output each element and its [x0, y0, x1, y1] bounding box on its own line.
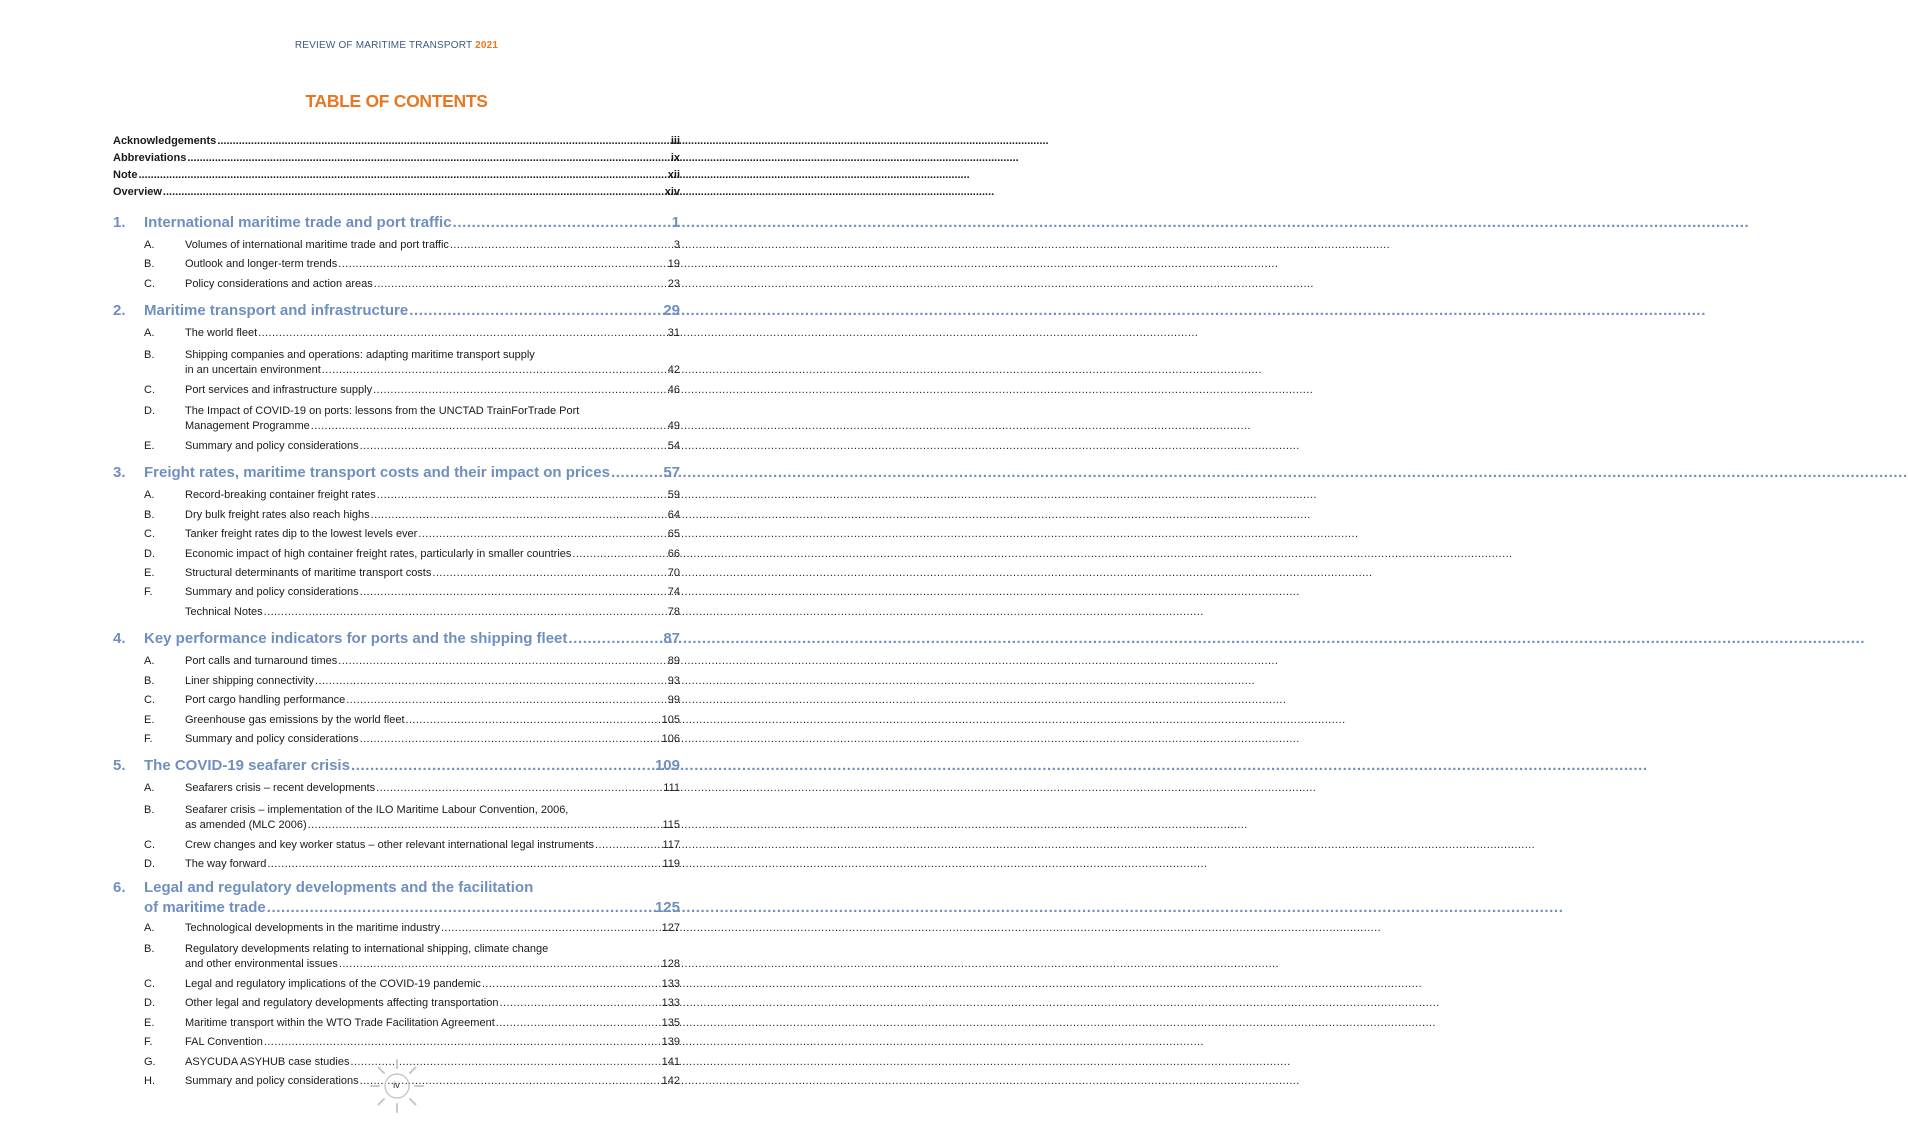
toc-front-label: Note: [113, 169, 138, 181]
toc-section-letter: A.: [144, 489, 155, 502]
running-header: [0, 40, 793, 51]
toc-page-number: xiv: [664, 186, 680, 198]
toc-section-row[interactable]: [113, 691, 680, 710]
toc-chapter-title: Maritime transport and infrastructure: [144, 302, 409, 320]
dot-leader: [418, 525, 666, 544]
toc-page-number: 57: [663, 464, 680, 482]
toc-section-row[interactable]: [113, 381, 680, 400]
toc-page-number: 111: [663, 782, 680, 795]
toc-section-title: Summary and policy considerations: [185, 1074, 359, 1087]
toc-page-number: 109: [654, 757, 680, 775]
toc-page-number: 93: [667, 674, 680, 687]
toc-page-number: 70: [667, 567, 680, 580]
toc-section-letter: E.: [144, 1016, 155, 1029]
toc-section-row[interactable]: [113, 525, 680, 544]
toc-section-title-first: Seafarer crisis – implementation of the ILO Maritime Labour Convention, 2006,: [185, 803, 569, 816]
toc-section-row[interactable]: [113, 236, 680, 255]
toc-chapter-title-line: [113, 878, 680, 897]
toc-chapter-row[interactable]: [113, 897, 680, 919]
toc-section-title: Management Programme: [185, 420, 310, 433]
toc-section-title: Policy considerations and action areas: [185, 277, 373, 290]
dot-leader: [264, 603, 667, 622]
toc-section-row[interactable]: [113, 275, 680, 294]
toc-page-number: 135: [661, 1016, 680, 1029]
toc-section-title: The way forward: [185, 858, 267, 871]
toc-section-title: Greenhouse gas emissions by the world fleet: [185, 713, 405, 726]
dot-leader: [322, 363, 667, 378]
dot-leader: [360, 437, 667, 456]
dot-leader: [611, 459, 662, 486]
toc-section-row[interactable]: [113, 652, 680, 671]
toc-section-title: Record-breaking container freight rates: [185, 489, 376, 502]
toc-page-number: 141: [661, 1055, 680, 1068]
toc-section-title: Maritime transport within the WTO Trade Facilitation Agreement: [185, 1016, 495, 1029]
toc-page-number: 125: [654, 898, 680, 916]
dot-leader: [315, 672, 667, 691]
toc-page-number: 87: [663, 630, 680, 648]
dot-leader: [496, 1014, 661, 1033]
toc-section-title: Structural determinants of maritime transport costs: [185, 567, 432, 580]
toc-section-row[interactable]: [113, 603, 680, 622]
toc-section-title: and other environmental issues: [185, 957, 338, 970]
toc-section-title: Technical Notes: [185, 605, 263, 618]
toc-section-letter: B.: [144, 348, 155, 361]
toc-section-letter: C.: [144, 528, 155, 541]
toc-front-label: Acknowledgements: [113, 135, 217, 147]
toc-page-number: xii: [667, 169, 680, 181]
toc-section-letter: B.: [144, 942, 155, 955]
toc-section-row[interactable]: [113, 957, 680, 972]
toc-section-title: Summary and policy considerations: [185, 732, 359, 745]
dot-leader: [339, 957, 661, 972]
running-header-text: REVIEW OF MARITIME TRANSPORT: [294, 40, 473, 51]
toc-page-number: 46: [667, 383, 680, 396]
dot-leader: [441, 919, 661, 938]
toc-chapter-number: 2.: [113, 302, 126, 320]
toc-section-letter: C.: [144, 838, 155, 851]
toc-section-row[interactable]: [113, 506, 680, 525]
dot-leader: [568, 625, 662, 652]
toc-section-letter: C.: [144, 277, 155, 290]
toc-section-letter: B.: [144, 674, 155, 687]
running-header-year: 2021: [475, 40, 499, 51]
toc-section-letter: E.: [144, 440, 155, 453]
toc-section-title: Liner shipping connectivity: [185, 674, 315, 687]
toc-section-title: Economic impact of high container freight rates, particularly in smaller countries: [185, 547, 572, 560]
toc-section-letter: B.: [144, 258, 155, 271]
toc-section-letter: C.: [144, 694, 155, 707]
toc-page-number: 64: [667, 508, 680, 521]
toc-section-title: Port calls and turnaround times: [185, 655, 338, 668]
toc-section-title: Port services and infrastructure supply: [185, 383, 373, 396]
toc-section-title: ASYCUDA ASYHUB case studies: [185, 1055, 350, 1068]
toc-page-number: 59: [667, 489, 680, 502]
toc-section-row[interactable]: [113, 324, 680, 343]
toc-section-row[interactable]: [113, 1033, 680, 1052]
toc-section-row[interactable]: [113, 583, 680, 602]
toc-section-letter: F.: [144, 586, 153, 599]
toc-front-label: Overview: [113, 186, 162, 198]
toc-section-title: Tanker freight rates dip to the lowest levels ever: [185, 528, 418, 541]
toc-section-title: The world fleet: [185, 327, 258, 340]
toc-section-first-line: [113, 348, 680, 363]
toc-section-row[interactable]: [113, 730, 680, 749]
dot-leader: [163, 184, 664, 201]
toc-page-number: 117: [662, 838, 680, 851]
toc-section-letter: A.: [144, 239, 155, 251]
dot-leader: [409, 297, 662, 324]
toc-chapter-number: 6.: [113, 878, 126, 896]
toc-section-row[interactable]: [113, 779, 680, 798]
toc-chapter-number: 5.: [113, 757, 126, 775]
toc-page-number: 119: [662, 858, 680, 871]
toc-chapter-number: 1.: [113, 214, 126, 231]
toc-section-letter: B.: [144, 508, 155, 521]
toc-chapter-row[interactable]: [113, 209, 680, 236]
toc-section-title: Legal and regulatory implications of the COVID-19 pandemic: [185, 977, 481, 990]
toc-section-letter: F.: [144, 732, 153, 745]
toc-section-row[interactable]: [113, 363, 680, 378]
toc-page-number: 99: [667, 694, 680, 707]
toc-chapter-title: The COVID-19 seafarer crisis: [144, 757, 350, 775]
toc-chapter: [113, 752, 680, 874]
toc-section-first-line: [113, 803, 680, 818]
toc-page-number: 65: [667, 528, 680, 541]
toc-section-letter: G.: [144, 1055, 156, 1068]
dot-leader: [376, 779, 662, 798]
toc-section-row[interactable]: [113, 975, 680, 994]
toc-section-title: Technological developments in the maritime industry: [185, 921, 440, 934]
toc-page-number: 19: [667, 258, 680, 271]
toc-front-item[interactable]: [113, 167, 680, 184]
toc-page-number: 1: [671, 214, 680, 231]
toc-front-item[interactable]: [113, 150, 680, 167]
toc-page-number: 42: [667, 363, 680, 376]
dot-leader: [338, 255, 667, 274]
toc-section-letter: F.: [144, 1036, 153, 1049]
toc-section-title-first: The Impact of COVID-19 on ports: lessons from the UNCTAD TrainForTrade Port: [185, 405, 580, 418]
toc-page-number: 133: [661, 977, 680, 990]
toc-page-number: 105: [661, 713, 680, 726]
toc-page-number: 115: [662, 818, 680, 831]
dot-leader: [258, 324, 667, 343]
toc-section-title: FAL Convention: [185, 1036, 263, 1049]
toc-section-letter: D.: [144, 997, 155, 1010]
toc-page-number: ix: [670, 152, 680, 164]
toc-section-row[interactable]: [113, 255, 680, 274]
dot-leader: [360, 730, 661, 749]
dot-leader: [346, 691, 667, 710]
toc-section-letter: C.: [144, 383, 155, 396]
toc-section-row[interactable]: [113, 711, 680, 730]
toc-section-letter: A.: [144, 655, 155, 668]
dot-leader: [406, 711, 661, 730]
toc-section-title: Seafarers crisis – recent developments: [185, 782, 376, 795]
toc-page-number: 127: [661, 921, 680, 934]
toc-section-row[interactable]: [113, 855, 680, 874]
toc-section-row[interactable]: [113, 564, 680, 583]
toc-section-letter: E.: [144, 713, 155, 726]
page-number: iv: [393, 1080, 400, 1091]
toc-chapter-number: 4.: [113, 630, 126, 648]
toc-chapter-title-first: Legal and regulatory developments and the facilitation: [144, 878, 534, 896]
toc-section-letter: A.: [144, 782, 155, 795]
toc-page-number: iii: [670, 135, 680, 147]
toc-front-item[interactable]: [113, 133, 680, 150]
toc-section-title: Other legal and regulatory developments affecting transportation: [185, 997, 499, 1010]
dot-leader: [311, 419, 667, 434]
toc-section-row[interactable]: [113, 818, 680, 833]
toc-section-row[interactable]: [113, 672, 680, 691]
toc-section-title: in an uncertain environment: [185, 363, 321, 376]
toc-section-row[interactable]: [113, 994, 680, 1013]
toc-chapter-title: Key performance indicators for ports and the shipping fleet: [144, 630, 568, 648]
toc-section-first-line: [113, 942, 680, 957]
dot-leader: [267, 897, 654, 919]
toc-chapter-title: of maritime trade: [144, 898, 266, 916]
toc-section-title: Volumes of international maritime trade and port traffic: [185, 239, 449, 251]
toc-section-title: as amended (MLC 2006): [185, 818, 307, 831]
toc-page-number: 128: [661, 957, 680, 970]
toc-section-row[interactable]: [113, 836, 680, 855]
toc-chapter-row[interactable]: [113, 297, 680, 324]
dot-leader: [360, 583, 667, 602]
toc-chapter: [113, 209, 680, 294]
dot-leader: [572, 545, 666, 564]
toc-section-row[interactable]: [113, 419, 680, 434]
dot-leader: [187, 150, 669, 167]
toc-section-title-first: Regulatory developments relating to international shipping, climate change: [185, 942, 549, 955]
toc-section-title: Outlook and longer-term trends: [185, 258, 338, 271]
toc-chapter-row[interactable]: [113, 459, 680, 486]
dot-leader: [500, 994, 661, 1013]
toc-page-number: 74: [667, 586, 680, 599]
dot-leader: [377, 486, 667, 505]
toc-section-row[interactable]: [113, 545, 680, 564]
table-of-contents: [113, 133, 680, 1091]
toc-page-number: 54: [667, 440, 680, 453]
toc-page-number: 133: [661, 997, 680, 1010]
dot-leader: [138, 167, 666, 184]
toc-page-number: 3: [673, 239, 680, 251]
dot-leader: [374, 275, 667, 294]
toc-chapter-title: Freight rates, maritime transport costs and their impact on prices: [144, 464, 610, 482]
toc-section-letter: D.: [144, 547, 155, 560]
toc-section-title: Summary and policy considerations: [185, 440, 359, 453]
toc-chapter-row[interactable]: [113, 625, 680, 652]
dot-leader: [453, 209, 671, 236]
toc-section-letter: D.: [144, 858, 155, 871]
toc-page-number: 66: [667, 547, 680, 560]
dot-leader: [267, 855, 661, 874]
toc-section-row[interactable]: [113, 919, 680, 938]
dot-leader: [450, 236, 673, 255]
toc-section-row[interactable]: [113, 437, 680, 456]
toc-section-letter: C.: [144, 977, 155, 990]
dot-leader: [264, 1033, 661, 1052]
dot-leader: [432, 564, 666, 583]
toc-section-letter: A.: [144, 327, 155, 340]
dot-leader: [308, 818, 662, 833]
dot-leader: [338, 652, 667, 671]
toc-page-number: 23: [667, 277, 680, 290]
toc-chapter-title: International maritime trade and port traffic: [144, 214, 452, 231]
toc-chapter: [113, 459, 680, 622]
toc-page-number: 139: [661, 1036, 680, 1049]
toc-section-title: Dry bulk freight rates also reach highs: [185, 508, 370, 521]
dot-leader: [482, 975, 661, 994]
toc-section-first-line: [113, 404, 680, 419]
toc-section-letter: E.: [144, 567, 155, 580]
toc-chapter-row[interactable]: [113, 752, 680, 779]
toc-section-letter: H.: [144, 1074, 155, 1087]
toc-page-number: 89: [667, 655, 680, 668]
toc-section-row[interactable]: [113, 486, 680, 505]
toc-front-label: Abbreviations: [113, 152, 187, 164]
toc-page-number: 49: [667, 420, 680, 433]
toc-page-number: 29: [663, 302, 680, 320]
toc-front-item[interactable]: [113, 184, 680, 201]
toc-section-letter: A.: [144, 921, 155, 934]
toc-section-title-first: Shipping companies and operations: adapting maritime transport supply: [185, 348, 535, 361]
toc-page-number: 78: [667, 605, 680, 618]
toc-page-number: 31: [667, 327, 680, 340]
toc-section-title: Port cargo handling performance: [185, 694, 346, 707]
toc-section-row[interactable]: [113, 1014, 680, 1033]
toc-page-number: 106: [661, 732, 680, 745]
toc-section-letter: D.: [144, 405, 155, 418]
toc-section-title: Crew changes and key worker status – other relevant international legal instruments: [185, 838, 595, 851]
toc-section-letter: B.: [144, 803, 155, 816]
dot-leader: [371, 506, 667, 525]
toc-chapter: [113, 297, 680, 456]
page-footer: [0, 1058, 793, 1114]
dot-leader: [351, 752, 654, 779]
toc-page-number: 142: [661, 1074, 680, 1087]
dot-leader: [217, 133, 670, 150]
toc-chapter: [113, 625, 680, 749]
dot-leader: [595, 836, 661, 855]
toc-section-title: Summary and policy considerations: [185, 586, 359, 599]
dot-leader: [373, 381, 667, 400]
page-title: TABLE OF CONTENTS: [305, 91, 488, 111]
toc-chapter-number: 3.: [113, 464, 126, 482]
